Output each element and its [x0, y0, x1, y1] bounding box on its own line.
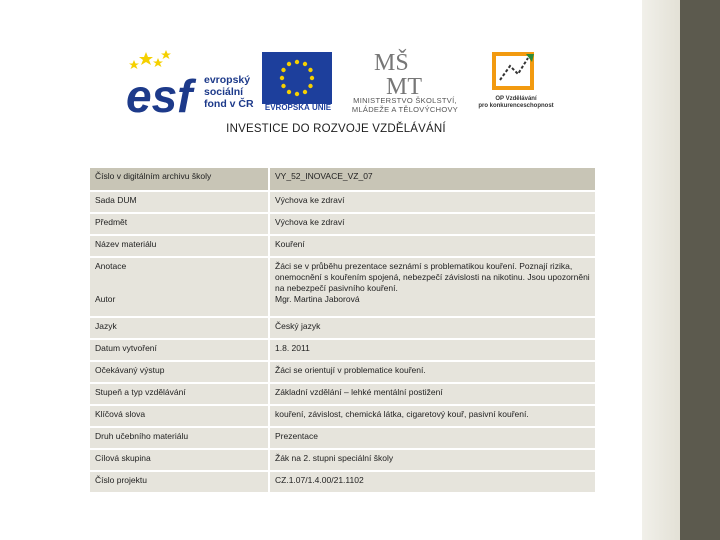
row-value: VY_52_INOVACE_VZ_07: [270, 168, 595, 190]
svg-text:esf: esf: [126, 70, 193, 118]
table-row: [90, 362, 595, 382]
side-stripe-dark: [680, 0, 720, 540]
side-stripe-light: [642, 0, 680, 540]
row-value: Žáci se v průběhu prezentace seznámí s problematikou kouření. Poznají rizika, onemocnění s kouřením spojená, nebezpečí závislosti na nikotinu. Jsou upozorněni na nebezpečí pasivního kouření.: [275, 261, 590, 293]
row-value: kouření, závislost, chemická látka, cigaretový kouř, pasivní kouření.: [270, 406, 595, 426]
row-key: Sada DUM: [90, 192, 268, 212]
row-key: Očekávaný výstup: [90, 362, 268, 382]
row-value: Český jazyk: [270, 318, 595, 338]
table-row: [90, 450, 595, 470]
op-line-2: pro konkurenceschopnost: [478, 103, 554, 109]
esf-logo: [126, 48, 204, 118]
row-value: Žáci se orientují v problematice kouření.: [270, 362, 595, 382]
table-row: [90, 214, 595, 234]
eu-label: EVROPSKÁ UNIE: [264, 103, 332, 112]
msmt-logo: [370, 48, 440, 96]
table-row: [90, 192, 595, 212]
row-key: Cílová skupina: [90, 450, 268, 470]
row-key: Datum vytvoření: [90, 340, 268, 360]
row-value: Kouření: [270, 236, 595, 256]
row-key: Číslo projektu: [90, 472, 268, 492]
table-row: [90, 472, 595, 492]
row-value: Výchova ke zdraví: [270, 192, 595, 212]
row-key-stack: [90, 258, 268, 316]
msmt-line-2: MLÁDEŽE A TĚLOVÝCHOVY: [351, 105, 459, 114]
esf-line-1: evropský: [204, 74, 251, 86]
investice-slogan: INVESTICE DO ROZVOJE VZDĚLÁVÁNÍ: [226, 123, 446, 135]
row-value: CZ.1.07/1.4.00/21.1102: [270, 472, 595, 492]
table-row: [90, 384, 595, 404]
row-value: Mgr. Martina Jaborová: [275, 294, 360, 304]
row-key: Název materiálu: [90, 236, 268, 256]
row-key: Autor: [95, 294, 116, 304]
row-value: Výchova ke zdraví: [270, 214, 595, 234]
row-value: 1.8. 2011: [270, 340, 595, 360]
svg-text:MT: MT: [386, 74, 422, 96]
esf-label: [204, 74, 254, 110]
row-value: Základní vzdělání – lehké mentální postižení: [270, 384, 595, 404]
table-row: [90, 318, 595, 338]
row-key: Předmět: [90, 214, 268, 234]
svg-text:MŠ: MŠ: [374, 50, 409, 76]
table-row: [90, 340, 595, 360]
esf-line-2: sociální: [204, 86, 244, 98]
esf-line-3: fond v ČR: [204, 98, 254, 110]
table-row: [90, 428, 595, 448]
op-vk-logo: [488, 50, 544, 96]
row-key: Jazyk: [90, 318, 268, 338]
table-row: [90, 168, 595, 190]
op-line-1: OP Vzdělávání: [495, 96, 537, 102]
row-key: Číslo v digitálním archivu školy: [90, 168, 268, 190]
msmt-label: [340, 96, 470, 114]
row-value: Prezentace: [270, 428, 595, 448]
row-value-stack: [270, 258, 595, 316]
table-row: [90, 236, 595, 256]
eu-flag-icon: [262, 52, 332, 104]
table-row: [90, 406, 595, 426]
op-vk-label: [468, 96, 564, 110]
row-key: Stupeň a typ vzdělávání: [90, 384, 268, 404]
row-value: Žák na 2. stupni speciální školy: [270, 450, 595, 470]
table-row: [90, 258, 595, 316]
metadata-table: [88, 166, 597, 494]
row-key: Klíčová slova: [90, 406, 268, 426]
logo-banner: [116, 30, 556, 148]
row-key: Anotace: [95, 261, 127, 271]
msmt-line-1: MINISTERSTVO ŠKOLSTVÍ,: [353, 96, 457, 105]
row-key: Druh učebního materiálu: [90, 428, 268, 448]
